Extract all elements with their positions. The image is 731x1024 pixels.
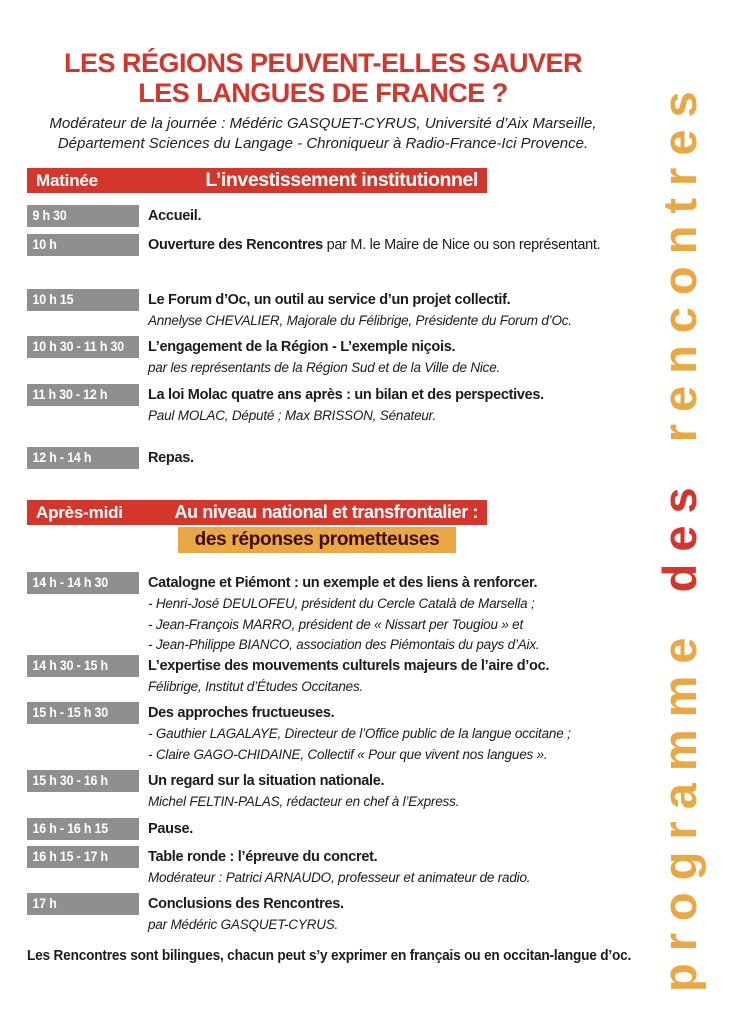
row-content	[148, 336, 640, 379]
time-label: 16 h 15 - 17 h	[32, 849, 108, 864]
time-label: 14 h - 14 h 30	[32, 575, 108, 590]
row-content	[148, 384, 640, 427]
time-badge	[27, 384, 139, 406]
banner-word: programme	[653, 625, 706, 992]
session-speakers: - Henri-José DEULOFEU, président du Cercle Català de Marsella ;	[148, 596, 535, 611]
side-banner-vertical-text	[652, 32, 707, 992]
time-label: 10 h 30 - 11 h 30	[32, 339, 124, 354]
session-title-bold: Table ronde : l’épreuve du concret.	[148, 849, 378, 865]
session-title-bold: Repas.	[148, 450, 194, 466]
session-speakers: Paul MOLAC, Député ; Max BRISSON, Sénateur.	[148, 408, 437, 423]
section-subheading-box: des réponses prometteuses	[178, 527, 456, 553]
time-label: 17 h	[32, 896, 57, 911]
session-title	[148, 384, 640, 406]
time-badge	[27, 818, 139, 840]
schedule-row	[27, 384, 627, 427]
section-label-afternoon: Après-midi	[36, 502, 123, 522]
time-badge	[27, 846, 139, 868]
moderator-line-2: Département Sciences du Langage - Chroniqueur à Radio-France-Ici Provence.	[57, 135, 589, 152]
session-title-bold: Catalogne et Piémont : un exemple et des liens à renforcer.	[148, 575, 538, 591]
session-title-bold: Conclusions des Rencontres.	[148, 896, 344, 912]
time-badge	[27, 702, 139, 724]
row-content	[148, 289, 640, 332]
session-title	[148, 846, 640, 868]
moderator-subtitle	[27, 114, 619, 154]
section-heading-morning: L’investissement institutionnel	[205, 169, 478, 191]
header	[27, 48, 619, 154]
moderator-line-1: Modérateur de la journée : Médéric GASQUET-CYRUS, Université d’Aix Marseille,	[49, 115, 597, 132]
section-label-morning: Matinée	[36, 170, 98, 190]
row-content	[148, 846, 640, 889]
row-content	[148, 572, 640, 656]
time-badge	[27, 572, 139, 594]
page-title-line-2: LES LANGUES DE FRANCE ?	[138, 78, 508, 108]
session-title	[148, 655, 640, 677]
row-content	[148, 770, 640, 813]
schedule-row	[27, 572, 627, 656]
time-badge	[27, 336, 139, 358]
time-label: 11 h 30 - 12 h	[32, 387, 108, 402]
session-speakers: par Médéric GASQUET-CYRUS.	[148, 917, 339, 932]
schedule-row	[27, 289, 627, 332]
section-band-afternoon	[27, 500, 487, 525]
row-content	[148, 893, 640, 936]
session-title	[148, 818, 640, 840]
time-label: 15 h 30 - 16 h	[32, 773, 108, 788]
session-speakers: par les représentants de la Région Sud et de la Ville de Nice.	[148, 360, 501, 375]
session-speakers: Michel FELTIN-PALAS, rédacteur en chef à l’Express.	[148, 794, 460, 809]
session-title	[148, 770, 640, 792]
time-badge	[27, 770, 139, 792]
row-content	[148, 205, 640, 227]
time-label: 10 h	[32, 237, 57, 252]
schedule-row	[27, 893, 627, 936]
banner-word: des	[653, 475, 706, 593]
schedule-row	[27, 234, 627, 256]
session-title	[148, 893, 640, 915]
section-band-morning	[27, 168, 487, 193]
time-label: 15 h - 15 h 30	[32, 705, 108, 720]
time-label: 12 h - 14 h	[32, 450, 92, 465]
row-content	[148, 818, 640, 840]
session-title-bold: Pause.	[148, 821, 193, 837]
session-title	[148, 289, 640, 311]
time-label: 14 h 30 - 15 h	[32, 658, 108, 673]
session-title	[148, 234, 640, 256]
session-title-bold: L’engagement de la Région - L’exemple niçois.	[148, 339, 456, 355]
session-speakers: Modérateur : Patrici ARNAUDO, professeur et animateur de radio.	[148, 870, 531, 885]
session-speakers: Annelyse CHEVALIER, Majorale du Félibrige, Présidente du Forum d’Oc.	[148, 313, 572, 328]
session-title-bold: Le Forum d’Oc, un outil au service d’un projet collectif.	[148, 292, 511, 308]
session-title-bold: Accueil.	[148, 208, 202, 224]
schedule-row	[27, 846, 627, 889]
session-title	[148, 447, 640, 469]
schedule-row	[27, 205, 627, 227]
time-label: 9 h 30	[32, 208, 67, 223]
time-label: 10 h 15	[32, 292, 74, 307]
row-content	[148, 447, 640, 469]
time-badge	[27, 447, 139, 469]
page-title-line-1: LES RÉGIONS PEUVENT-ELLES SAUVER	[63, 48, 583, 78]
bilingual-note: Les Rencontres sont bilingues, chacun peut s’y exprimer en français ou en occitan-langue d’oc.	[27, 948, 632, 964]
row-content	[148, 702, 640, 765]
session-speakers: - Jean-Philippe BIANCO, association des Piémontais du pays d’Aix.	[148, 637, 540, 652]
time-badge	[27, 893, 139, 915]
schedule-row	[27, 770, 627, 813]
schedule-row	[27, 818, 627, 840]
schedule-row	[27, 702, 627, 765]
schedule-row	[27, 447, 627, 469]
session-speakers: - Jean-François MARRO, président de « Nissart per Tougiou » et	[148, 616, 524, 632]
time-badge	[27, 205, 139, 227]
session-title-bold: Un regard sur la situation nationale.	[148, 773, 385, 789]
session-title	[148, 702, 640, 724]
session-title	[148, 572, 640, 594]
session-speakers: Félibrige, Institut d’Études Occitanes.	[148, 679, 364, 694]
section-heading-afternoon: Au niveau national et transfrontalier :	[174, 502, 478, 522]
schedule-row	[27, 336, 627, 379]
session-title	[148, 205, 640, 227]
time-badge	[27, 655, 139, 677]
row-content	[148, 655, 640, 698]
session-title-bold: La loi Molac quatre ans après : un bilan et des perspectives.	[148, 387, 544, 403]
session-title-rest: par M. le Maire de Nice ou son représentant.	[322, 237, 601, 253]
session-speakers: - Claire GAGO-CHIDAINE, Collectif « Pour que vivent nos langues ».	[148, 746, 548, 762]
time-badge	[27, 289, 139, 311]
session-title	[148, 336, 640, 358]
time-label: 16 h - 16 h 15	[32, 821, 108, 836]
session-title-bold: L’expertise des mouvements culturels majeurs de l’aire d’oc.	[148, 658, 550, 674]
row-content	[148, 234, 640, 256]
session-title-bold: Ouverture des Rencontres	[148, 237, 323, 253]
session-title-bold: Des approches fructueuses.	[148, 705, 335, 721]
banner-word: rencontres	[653, 79, 706, 443]
time-badge	[27, 234, 139, 256]
session-speakers: - Gauthier LAGALAYE, Directeur de l’Office public de la langue occitane ;	[148, 726, 571, 741]
schedule-row	[27, 655, 627, 698]
